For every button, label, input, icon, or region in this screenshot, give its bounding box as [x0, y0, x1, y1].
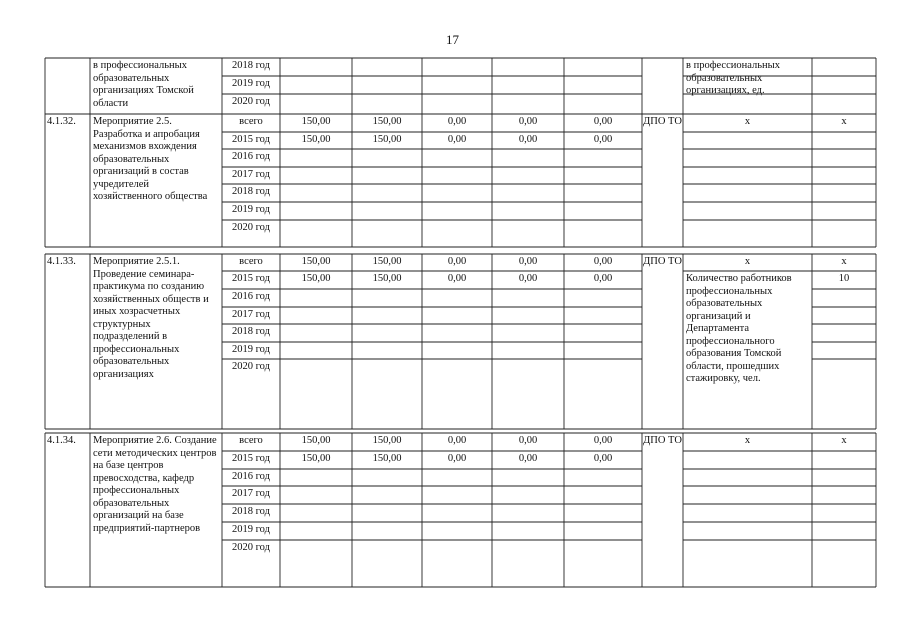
value-2015: 0,00: [593, 453, 613, 464]
year-label: 2019 год: [232, 78, 270, 89]
item-name: Мероприятие 2.6. Создание сети методических центров на базе центров превосходства, кафедр профессиональных образовательных организаций на базе предприятий-партнеров: [93, 435, 217, 534]
year-label: 2020 год: [232, 96, 270, 107]
year-label: всего: [239, 256, 263, 267]
page-number: 17: [446, 32, 459, 47]
value-total: 0,00: [447, 256, 467, 267]
year-label: 2020 год: [232, 542, 270, 553]
value-2015: 150,00: [372, 273, 402, 284]
executor: ДПО ТО: [643, 256, 682, 267]
item-number: 4.1.34.: [47, 435, 76, 446]
year-label: 2017 год: [232, 169, 270, 180]
year-label: 2018 год: [232, 186, 270, 197]
executor: ДПО ТО: [643, 435, 682, 446]
executor: ДПО ТО: [643, 116, 682, 127]
year-label: 2019 год: [232, 344, 270, 355]
carry-indicator: в профессиональных образовательных организациях, ед.: [686, 60, 780, 96]
indicator-total: х: [744, 116, 751, 127]
year-label: 2018 год: [232, 506, 270, 517]
year-label: 2015 год: [232, 453, 270, 464]
year-label: 2015 год: [232, 273, 270, 284]
value-total: 0,00: [593, 116, 613, 127]
value-2015: 150,00: [372, 134, 402, 145]
indicator-value-total: х: [841, 256, 847, 267]
value-2015: 0,00: [593, 134, 613, 145]
year-label: всего: [239, 435, 263, 446]
value-total: 0,00: [593, 435, 613, 446]
value-total: 0,00: [593, 256, 613, 267]
value-total: 0,00: [518, 116, 538, 127]
value-total: 150,00: [372, 116, 402, 127]
value-total: 150,00: [301, 116, 331, 127]
indicator-value-total: х: [841, 435, 847, 446]
year-label: 2017 год: [232, 309, 270, 320]
carry-name: в профессиональных образовательных организациях Томской области: [93, 60, 194, 109]
year-label: 2017 год: [232, 488, 270, 499]
item-number: 4.1.32.: [47, 116, 76, 127]
indicator-total: х: [744, 256, 751, 267]
year-label: 2020 год: [232, 361, 270, 372]
item-name: Мероприятие 2.5. Разработка и апробация механизмов вхождения образовательных организаций в состав учредителей хозяйственного общества: [93, 116, 208, 202]
value-2015: 0,00: [447, 453, 467, 464]
value-2015: 0,00: [518, 273, 538, 284]
value-total: 0,00: [447, 435, 467, 446]
year-label: 2018 год: [232, 326, 270, 337]
value-total: 150,00: [301, 435, 331, 446]
value-2015: 0,00: [518, 453, 538, 464]
value-total: 0,00: [447, 116, 467, 127]
year-label: всего: [239, 116, 263, 127]
value-2015: 0,00: [518, 134, 538, 145]
value-total: 150,00: [372, 256, 402, 267]
item-name: Мероприятие 2.5.1. Проведение семинара-практикума по созданию хозяйственных обществ и иных хозрасчетных структурных подразделений в профессиональных образовательных организациях: [93, 256, 209, 380]
value-2015: 150,00: [301, 453, 331, 464]
value-total: 0,00: [518, 435, 538, 446]
year-label: 2016 год: [232, 151, 270, 162]
item-number: 4.1.33.: [47, 256, 76, 267]
year-label: 2018 год: [232, 60, 270, 71]
indicator-value-total: х: [841, 116, 847, 127]
year-label: 2020 год: [232, 222, 270, 233]
value-2015: 150,00: [301, 134, 331, 145]
year-label: 2019 год: [232, 204, 270, 215]
indicator-total: х: [744, 435, 751, 446]
indicator-2015: Количество работников профессиональных образовательных организаций и Департамента профессионального образования Томской области, прошедших стажировку, чел.: [686, 273, 792, 384]
value-total: 0,00: [518, 256, 538, 267]
value-2015: 0,00: [447, 273, 467, 284]
year-label: 2016 год: [232, 291, 270, 302]
value-2015: 150,00: [372, 453, 402, 464]
year-label: 2016 год: [232, 471, 270, 482]
value-2015: 0,00: [447, 134, 467, 145]
value-total: 150,00: [301, 256, 331, 267]
value-total: 150,00: [372, 435, 402, 446]
year-label: 2019 год: [232, 524, 270, 535]
indicator-value-2015: 10: [838, 273, 850, 284]
value-2015: 150,00: [301, 273, 331, 284]
year-label: 2015 год: [232, 134, 270, 145]
value-2015: 0,00: [593, 273, 613, 284]
